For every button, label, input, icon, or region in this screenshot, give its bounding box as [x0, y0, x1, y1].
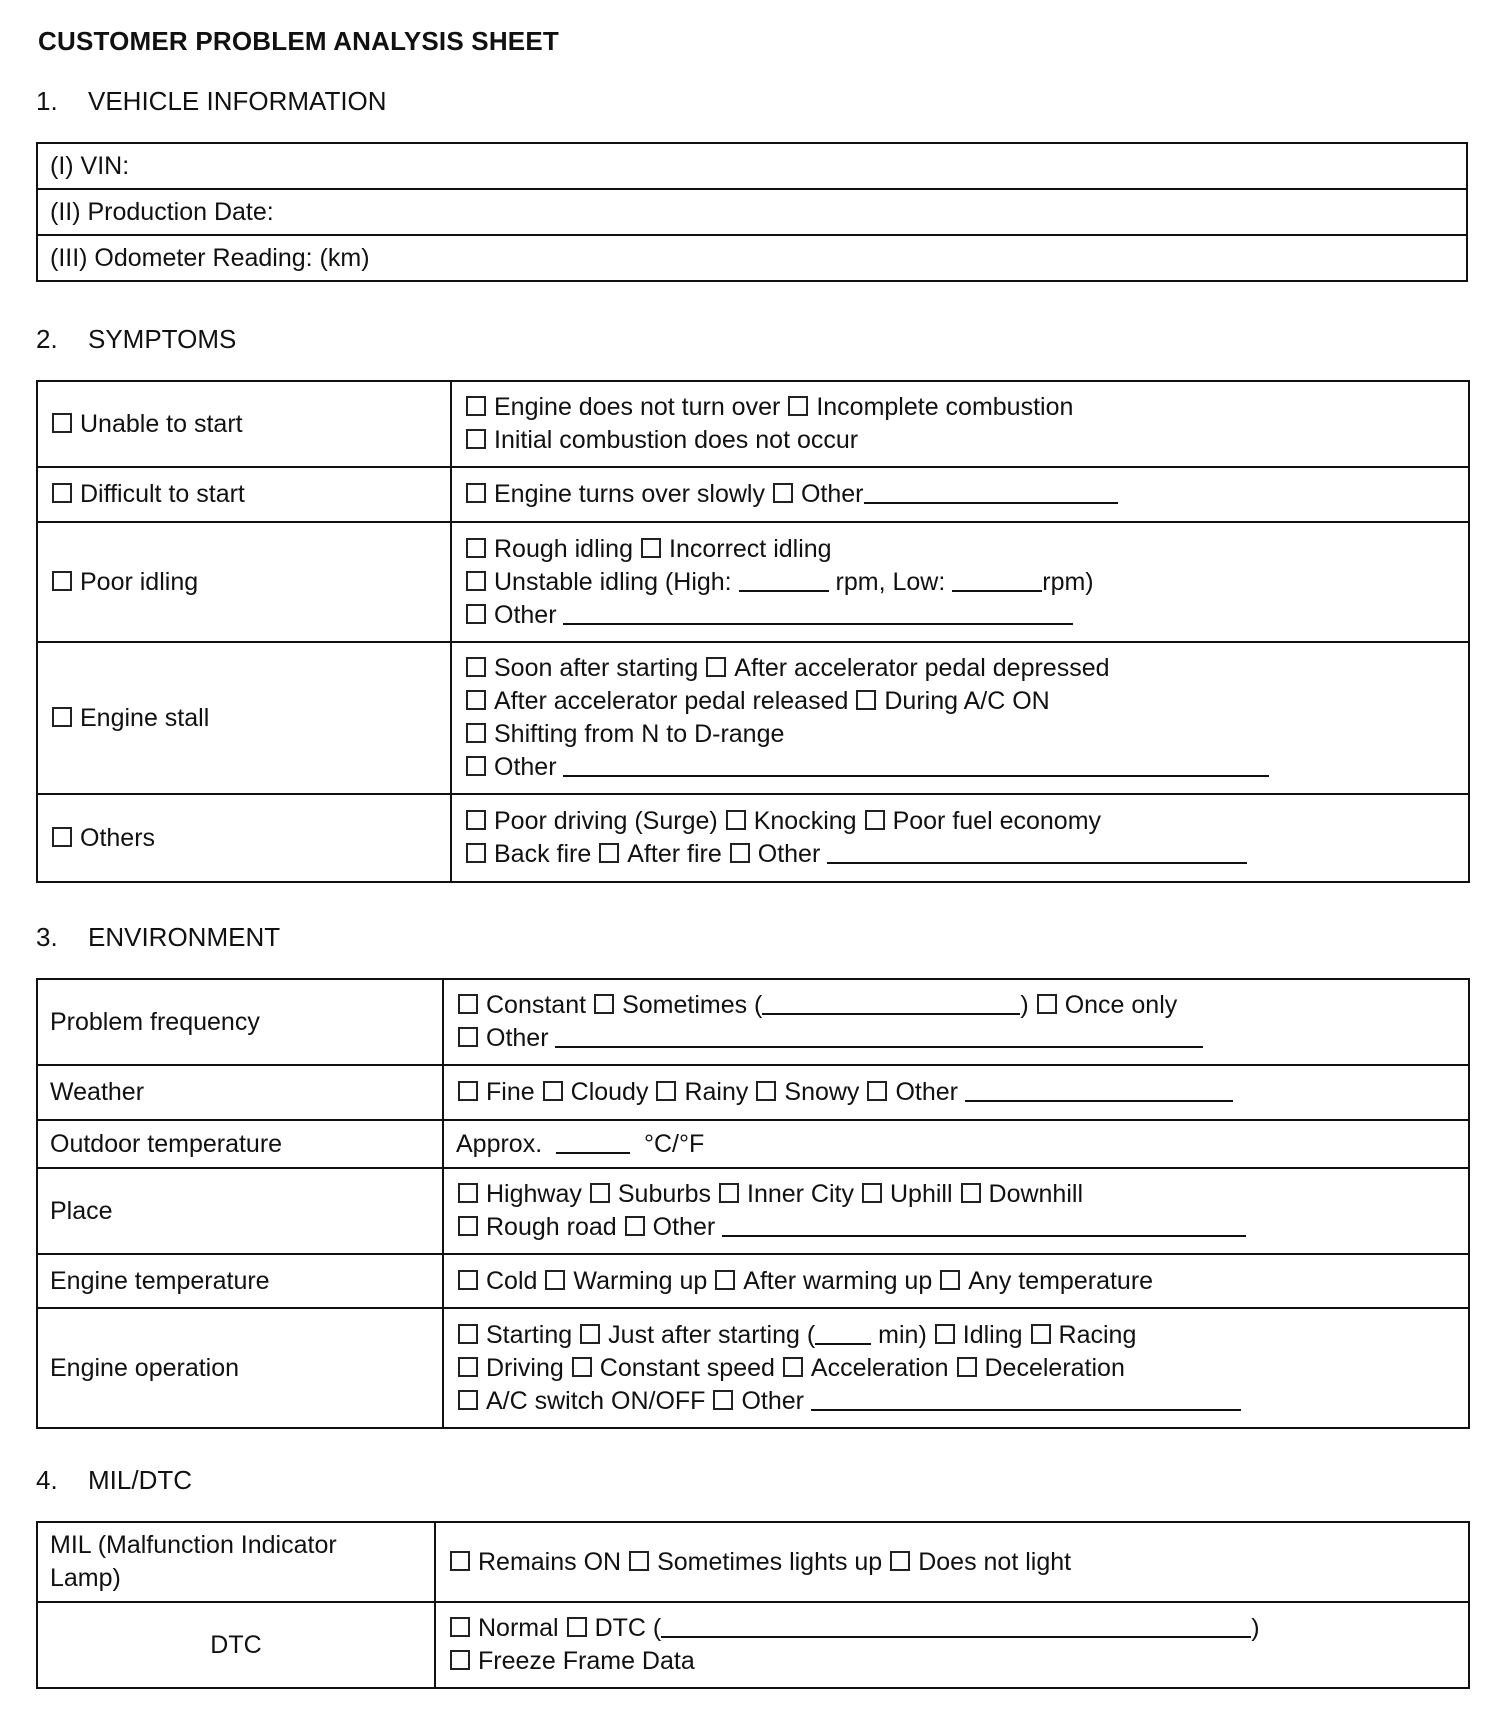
symptom-row-unable	[37, 381, 1469, 467]
checkbox[interactable]	[594, 994, 614, 1014]
checkbox[interactable]	[466, 690, 486, 710]
symptoms-table	[36, 380, 1470, 883]
checkbox[interactable]	[466, 429, 486, 449]
env-label: Place	[37, 1168, 443, 1254]
section-heading-environment	[36, 922, 280, 953]
vin-field[interactable]: (I) VIN:	[37, 143, 1467, 189]
section-heading-mil	[36, 1465, 192, 1496]
other-blank[interactable]	[811, 1387, 1241, 1411]
temperature-blank[interactable]	[556, 1130, 630, 1154]
section-heading-vehicle	[36, 86, 387, 117]
symptom-options: Rough idling Incorrect idling Unstable idling (High: rpm, Low: rpm) Other	[451, 522, 1469, 642]
low-rpm-blank[interactable]	[952, 568, 1042, 592]
symptom-options: Engine turns over slowly Other	[451, 467, 1469, 522]
checkbox[interactable]	[865, 810, 885, 830]
checkbox[interactable]	[715, 1270, 735, 1290]
checkbox[interactable]	[788, 396, 808, 416]
other-blank[interactable]	[563, 753, 1269, 777]
section-title: MIL/DTC	[88, 1465, 192, 1495]
section-title: SYMPTOMS	[88, 324, 237, 354]
env-label: Problem frequency	[37, 979, 443, 1065]
checkbox[interactable]	[458, 1390, 478, 1410]
section-number: 3.	[36, 922, 58, 952]
checkbox[interactable]	[656, 1081, 676, 1101]
difficult-to-start-checkbox[interactable]	[52, 483, 72, 503]
checkbox[interactable]	[1037, 994, 1057, 1014]
env-options: Highway Suburbs Inner City Uphill Downhill Rough road Other	[443, 1168, 1469, 1254]
vehicle-info-table	[36, 142, 1468, 282]
checkbox[interactable]	[450, 1551, 470, 1571]
env-row-weather	[37, 1065, 1469, 1120]
env-label: Weather	[37, 1065, 443, 1120]
unable-to-start-checkbox[interactable]	[52, 413, 72, 433]
checkbox[interactable]	[466, 571, 486, 591]
symptom-options: Poor driving (Surge) Knocking Poor fuel economy Back fire After fire Other	[451, 794, 1469, 882]
checkbox[interactable]	[1031, 1324, 1051, 1344]
checkbox[interactable]	[458, 1027, 478, 1047]
symptom-row-stall	[37, 642, 1469, 794]
checkbox[interactable]	[466, 396, 486, 416]
env-options: Starting Just after starting ( min) Idling Racing Driving Constant speed Acceleration Deceleration A/C switch ON/OFF Other	[443, 1308, 1469, 1428]
odometer-field[interactable]: (III) Odometer Reading: (km)	[37, 235, 1467, 281]
checkbox[interactable]	[773, 483, 793, 503]
other-blank[interactable]	[555, 1024, 1203, 1048]
dtc-row	[37, 1602, 1469, 1688]
checkbox[interactable]	[466, 843, 486, 863]
env-options: Constant Sometimes ( ) Once only Other	[443, 979, 1469, 1065]
checkbox[interactable]	[935, 1324, 955, 1344]
checkbox[interactable]	[599, 843, 619, 863]
other-blank[interactable]	[827, 840, 1247, 864]
checkbox[interactable]	[856, 690, 876, 710]
env-options: Fine Cloudy Rainy Snowy Other	[443, 1065, 1469, 1120]
production-date-field[interactable]: (II) Production Date:	[37, 189, 1467, 235]
symptom-label: Engine stall	[37, 642, 451, 794]
checkbox[interactable]	[862, 1183, 882, 1203]
env-row-place	[37, 1168, 1469, 1254]
env-options: Cold Warming up After warming up Any temperature	[443, 1254, 1469, 1308]
checkbox[interactable]	[867, 1081, 887, 1101]
env-options: Approx. °C/°F	[443, 1120, 1469, 1168]
others-checkbox[interactable]	[52, 827, 72, 847]
checkbox[interactable]	[641, 538, 661, 558]
env-label: Engine temperature	[37, 1254, 443, 1308]
environment-table	[36, 978, 1470, 1429]
checkbox[interactable]	[590, 1183, 610, 1203]
mil-options: Remains ON Sometimes lights up Does not light	[435, 1522, 1469, 1602]
checkbox[interactable]	[940, 1270, 960, 1290]
symptom-label: Others	[37, 794, 451, 882]
checkbox[interactable]	[957, 1357, 977, 1377]
checkbox[interactable]	[458, 1081, 478, 1101]
section-number: 1.	[36, 86, 58, 116]
symptom-options: Soon after starting After accelerator pedal depressed After accelerator pedal released During A/C ON Shifting from N to D-range Other	[451, 642, 1469, 794]
checkbox[interactable]	[458, 1357, 478, 1377]
checkbox[interactable]	[756, 1081, 776, 1101]
checkbox[interactable]	[543, 1081, 563, 1101]
checkbox[interactable]	[545, 1270, 565, 1290]
engine-stall-checkbox[interactable]	[52, 707, 72, 727]
section-title: VEHICLE INFORMATION	[88, 86, 387, 116]
symptom-label: Poor idling	[37, 522, 451, 642]
symptom-row-idling	[37, 522, 1469, 642]
checkbox[interactable]	[783, 1357, 803, 1377]
dtc-options: Normal DTC ( ) Freeze Frame Data	[435, 1602, 1469, 1688]
symptom-label: Unable to start	[37, 381, 451, 467]
env-label: Engine operation	[37, 1308, 443, 1428]
env-row-outdoor	[37, 1120, 1469, 1168]
section-number: 4.	[36, 1465, 58, 1495]
env-row-frequency	[37, 979, 1469, 1065]
checkbox[interactable]	[719, 1183, 739, 1203]
checkbox[interactable]	[625, 1216, 645, 1236]
checkbox[interactable]	[466, 657, 486, 677]
dtc-label: DTC	[37, 1602, 435, 1688]
checkbox[interactable]	[466, 810, 486, 830]
checkbox[interactable]	[458, 994, 478, 1014]
sheet-title: CUSTOMER PROBLEM ANALYSIS SHEET	[38, 26, 559, 56]
poor-idling-checkbox[interactable]	[52, 571, 72, 591]
other-blank[interactable]	[722, 1213, 1246, 1237]
checkbox[interactable]	[458, 1183, 478, 1203]
env-row-operation	[37, 1308, 1469, 1428]
checkbox[interactable]	[450, 1650, 470, 1670]
mil-row	[37, 1522, 1469, 1602]
env-row-engine-temp	[37, 1254, 1469, 1308]
checkbox[interactable]	[572, 1357, 592, 1377]
section-number: 2.	[36, 324, 58, 354]
checkbox[interactable]	[713, 1390, 733, 1410]
checkbox[interactable]	[466, 723, 486, 743]
other-blank[interactable]	[563, 601, 1073, 625]
checkbox[interactable]	[458, 1324, 478, 1344]
section-title: ENVIRONMENT	[88, 922, 281, 952]
mil-label: MIL (Malfunction Indicator Lamp)	[37, 1522, 435, 1602]
env-label: Outdoor temperature	[37, 1120, 443, 1168]
checkbox[interactable]	[458, 1216, 478, 1236]
mil-dtc-table	[36, 1521, 1470, 1689]
dtc-blank[interactable]	[661, 1614, 1251, 1638]
checkbox[interactable]	[961, 1183, 981, 1203]
checkbox[interactable]	[450, 1617, 470, 1637]
high-rpm-blank[interactable]	[739, 568, 829, 592]
symptom-label: Difficult to start	[37, 467, 451, 522]
checkbox[interactable]	[466, 756, 486, 776]
checkbox[interactable]	[466, 483, 486, 503]
other-blank[interactable]	[864, 480, 1118, 504]
symptom-row-difficult	[37, 467, 1469, 522]
checkbox[interactable]	[890, 1551, 910, 1571]
checkbox[interactable]	[726, 810, 746, 830]
checkbox[interactable]	[730, 843, 750, 863]
sometimes-blank[interactable]	[762, 991, 1020, 1015]
symptom-options: Engine does not turn over Incomplete combustion Initial combustion does not occur	[451, 381, 1469, 467]
checkbox[interactable]	[466, 538, 486, 558]
symptom-row-others	[37, 794, 1469, 882]
section-heading-symptoms	[36, 324, 236, 355]
checkbox[interactable]	[567, 1617, 587, 1637]
checkbox[interactable]	[580, 1324, 600, 1344]
checkbox[interactable]	[706, 657, 726, 677]
other-blank[interactable]	[965, 1078, 1233, 1102]
minutes-blank[interactable]	[815, 1321, 871, 1345]
checkbox[interactable]	[458, 1270, 478, 1290]
checkbox[interactable]	[466, 604, 486, 624]
checkbox[interactable]	[629, 1551, 649, 1571]
